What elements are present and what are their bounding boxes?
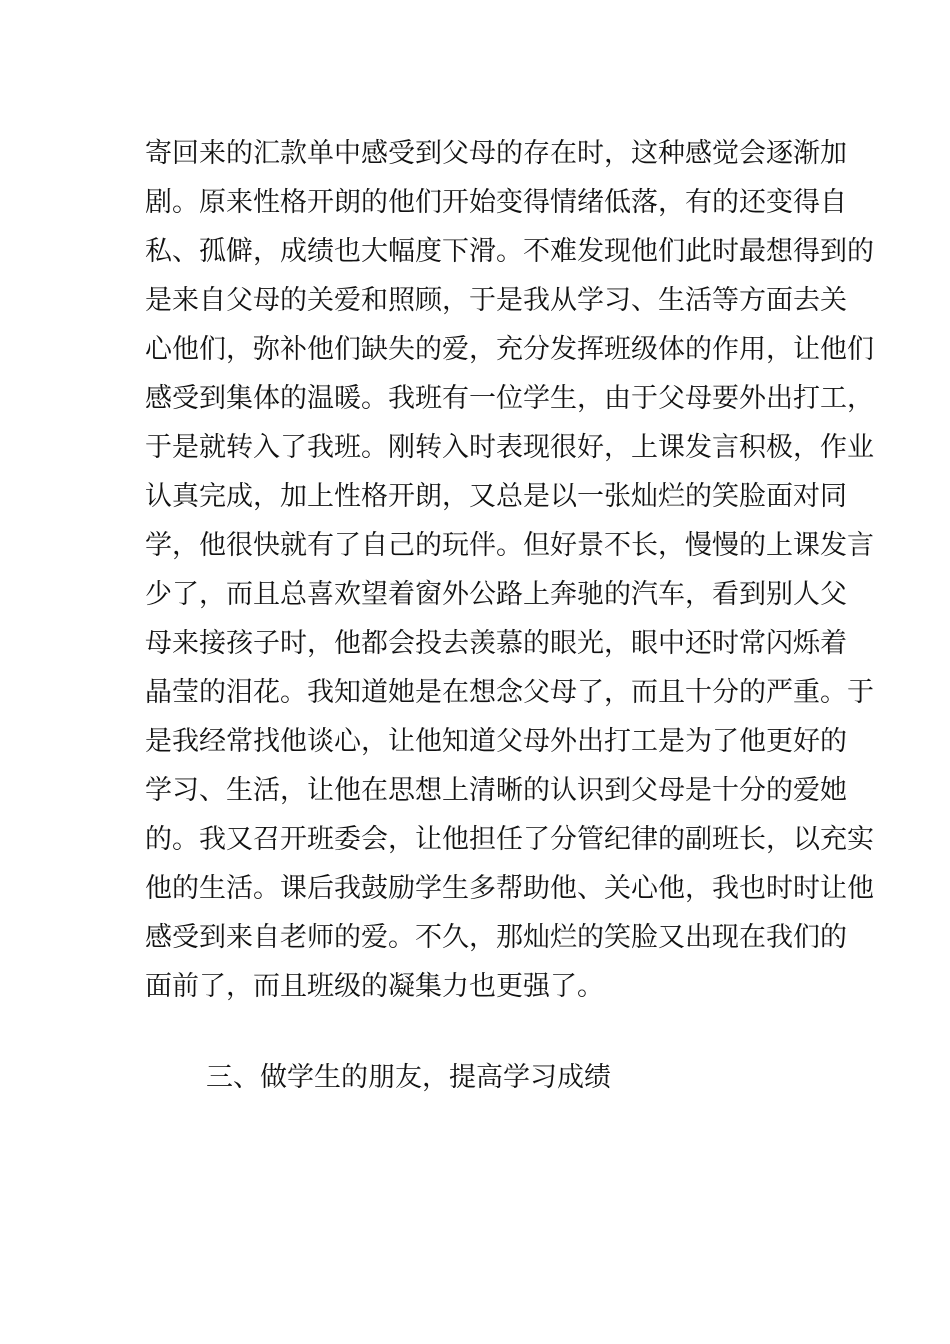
paragraph-line: 晶莹的泪花。我知道她是在想念父母了，而且十分的严重。于 bbox=[145, 677, 874, 708]
paragraph-line: 学，他很快就有了自己的玩伴。但好景不长，慢慢的上课发言 bbox=[145, 530, 874, 561]
paragraph-line: 认真完成，加上性格开朗，又总是以一张灿烂的笑脸面对同 bbox=[145, 481, 847, 512]
paragraph-line: 感受到来自老师的爱。不久，那灿烂的笑脸又出现在我们的 bbox=[145, 922, 847, 953]
paragraph-line: 剧。原来性格开朗的他们开始变得情绪低落，有的还变得自 bbox=[145, 187, 847, 218]
paragraph-line: 是来自父母的关爱和照顾，于是我从学习、生活等方面去关 bbox=[145, 285, 847, 316]
paragraph-line: 他的生活。课后我鼓励学生多帮助他、关心他，我也时时让他 bbox=[145, 873, 874, 904]
paragraph-line: 感受到集体的温暖。我班有一位学生，由于父母要外出打工， bbox=[145, 383, 874, 414]
paragraph-line: 寄回来的汇款单中感受到父母的存在时，这种感觉会逐渐加 bbox=[145, 138, 847, 169]
paragraph-line: 母来接孩子时，他都会投去羡慕的眼光，眼中还时常闪烁着 bbox=[145, 628, 847, 659]
section-heading: 三、做学生的朋友，提高学习成绩 bbox=[206, 1062, 611, 1093]
paragraph-line: 面前了，而且班级的凝集力也更强了。 bbox=[145, 971, 604, 1002]
paragraph-line: 是我经常找他谈心，让他知道父母外出打工是为了他更好的 bbox=[145, 726, 847, 757]
paragraph-line: 于是就转入了我班。刚转入时表现很好，上课发言积极，作业 bbox=[145, 432, 874, 463]
paragraph-line: 少了，而且总喜欢望着窗外公路上奔驰的汽车，看到别人父 bbox=[145, 579, 847, 610]
paragraph-line: 心他们，弥补他们缺失的爱，充分发挥班级体的作用，让他们 bbox=[145, 334, 874, 365]
paragraph-line: 学习、生活，让他在思想上清晰的认识到父母是十分的爱她 bbox=[145, 775, 847, 806]
body-paragraph bbox=[145, 129, 874, 1011]
paragraph-line: 的。我又召开班委会，让他担任了分管纪律的副班长，以充实 bbox=[145, 824, 874, 855]
paragraph-line: 私、孤僻，成绩也大幅度下滑。不难发现他们此时最想得到的 bbox=[145, 236, 874, 267]
